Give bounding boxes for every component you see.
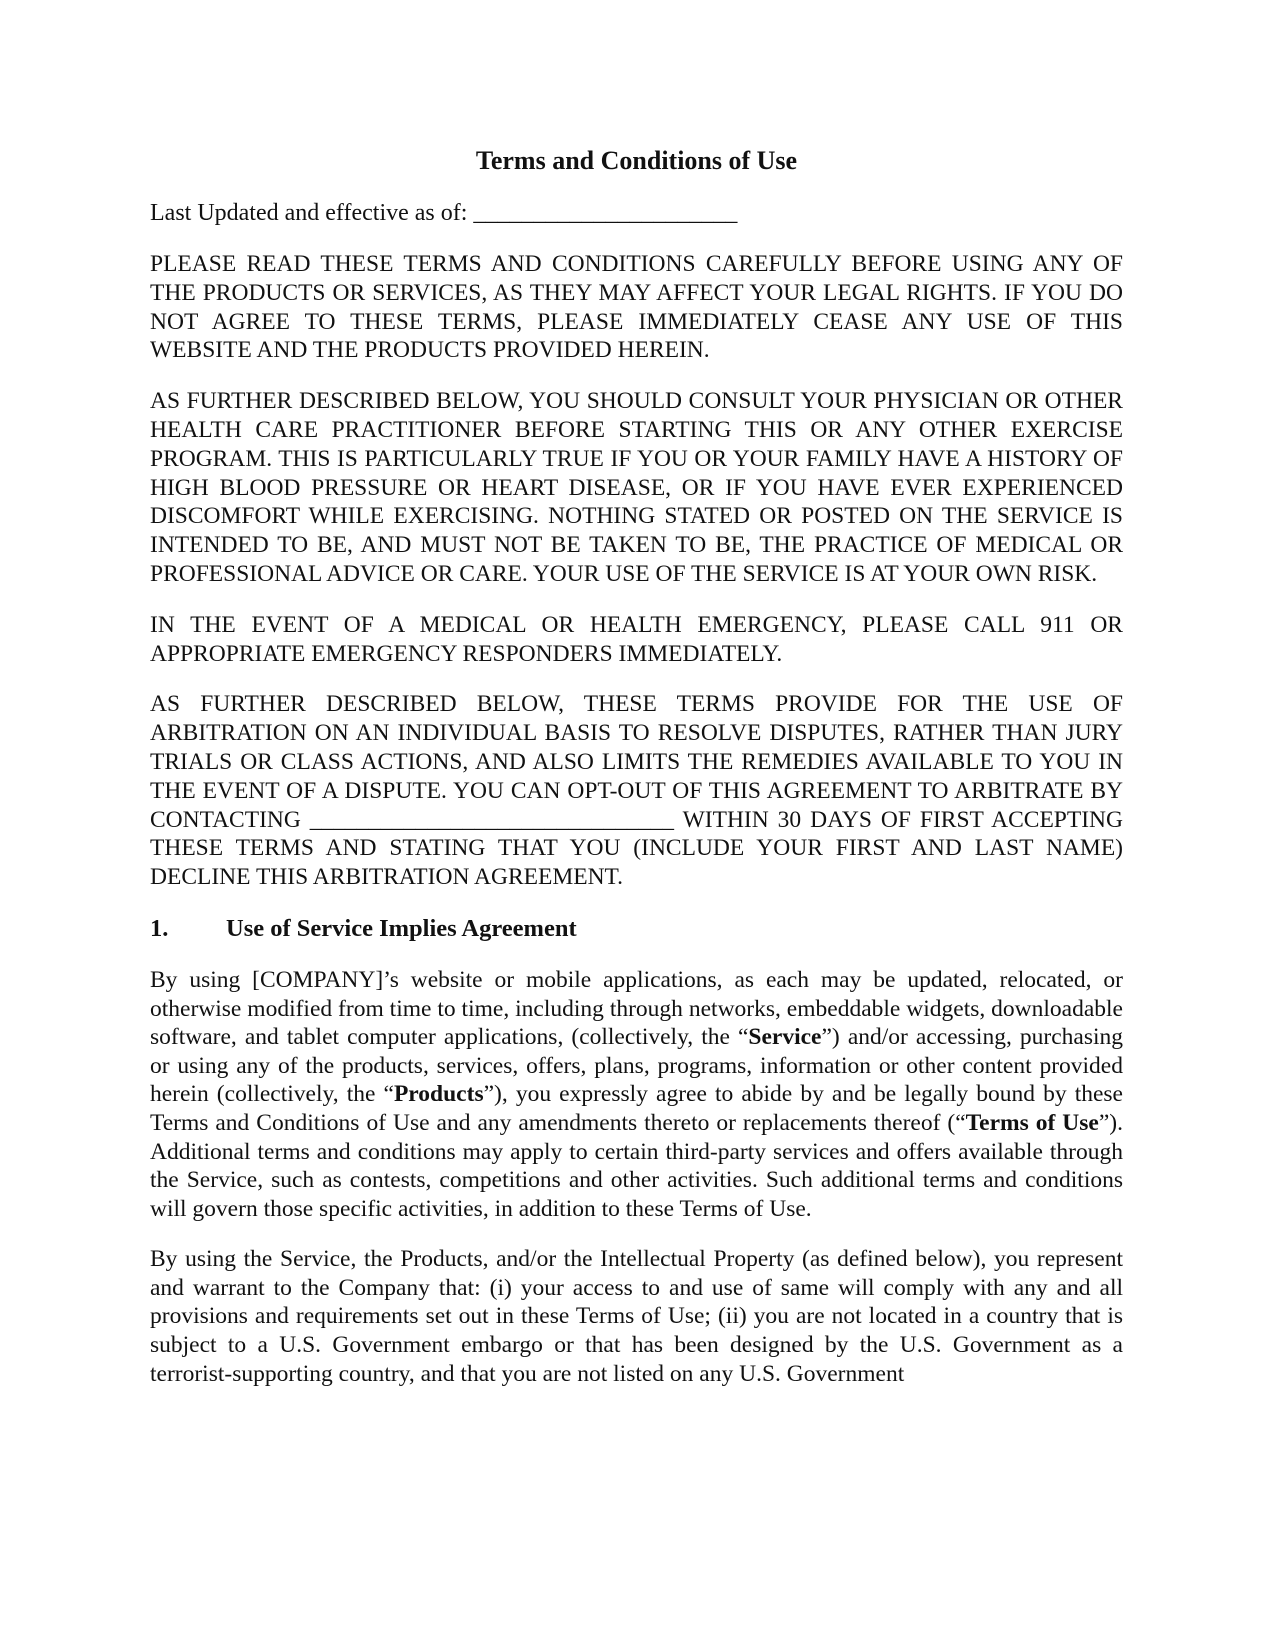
last-updated-line: Last Updated and effective as of: ______________________ <box>150 200 738 226</box>
defined-term-products: Products <box>393 1081 484 1108</box>
section-1-paragraph-1 <box>150 966 1123 1223</box>
text-run: ”), you expressly agree to abide by and be legally bound by these Terms and Conditions of Use and any amendments thereto or replacements thereof (“ <box>150 1081 1123 1136</box>
document-page <box>150 145 1123 1410</box>
section-1-paragraph-2: By using the Service, the Products, and/or the Intellectual Property (as defined below), you represent and warrant to the Company that: (i) your access to and use of same will comply with any and all provisions and requirements set out in these Terms of Use; (ii) you are not located in a country that is subject to a U.S. Government embargo or that has been designed by the U.S. Government as a terrorist-supporting country, and that you are not listed on any U.S. Government <box>150 1246 1123 1387</box>
section-1-title: Use of Service Implies Agreement <box>226 914 577 942</box>
intro-paragraph-3: IN THE EVENT OF A MEDICAL OR HEALTH EMERGENCY, PLEASE CALL 911 OR APPROPRIATE EMERGENCY RESPONDERS IMMEDIATELY. <box>150 611 1123 667</box>
section-1-number: 1. <box>150 914 169 942</box>
text-run: By using [COMPANY]’s website or mobile applications, as each may be updated, relocated, or otherwise modified from time to time, including through networks, embeddable widgets, downloadable software, and tablet computer applications, (collectively, the “ <box>150 966 1123 1051</box>
text-run: ”) and/or accessing, purchasing or using any of the products, services, offers, plans, programs, information or other content provided herein (collectively, the “ <box>150 1024 1123 1108</box>
defined-term-terms-of-use: Terms of Use <box>965 1109 1099 1136</box>
section-1-heading <box>150 914 1123 944</box>
defined-term-service: Service <box>748 1024 822 1051</box>
intro-paragraph-2: AS FURTHER DESCRIBED BELOW, YOU SHOULD CONSULT YOUR PHYSICIAN OR OTHER HEALTH CARE PRACTITIONER BEFORE STARTING THIS OR ANY OTHER EXERCISE PROGRAM. THIS IS PARTICULARLY TRUE IF YOU OR YOUR FAMILY HAVE A HISTORY OF HIGH BLOOD PRESSURE OR HEART DISEASE, OR IF YOU HAVE EVER EXPERIENCED DISCOMFORT WHILE EXERCISING. NOTHING STATED OR POSTED ON THE SERVICE IS INTENDED TO BE, AND MUST NOT BE TAKEN TO BE, THE PRACTICE OF MEDICAL OR PROFESSIONAL ADVICE OR CARE. YOUR USE OF THE SERVICE IS AT YOUR OWN RISK. <box>150 388 1123 587</box>
document-title: Terms and Conditions of Use <box>475 146 798 175</box>
intro-paragraph-1: PLEASE READ THESE TERMS AND CONDITIONS CAREFULLY BEFORE USING ANY OF THE PRODUCTS OR SERVICES, AS THEY MAY AFFECT YOUR LEGAL RIGHTS. IF YOU DO NOT AGREE TO THESE TERMS, PLEASE IMMEDIATELY CEASE ANY USE OF THIS WEBSITE AND THE PRODUCTS PROVIDED HEREIN. <box>150 251 1123 364</box>
intro-paragraph-4: AS FURTHER DESCRIBED BELOW, THESE TERMS PROVIDE FOR THE USE OF ARBITRATION ON AN INDIVIDUAL BASIS TO RESOLVE DISPUTES, RATHER THAN JURY TRIALS OR CLASS ACTIONS, AND ALSO LIMITS THE REMEDIES AVAILABLE TO YOU IN THE EVENT OF A DISPUTE. YOU CAN OPT-OUT OF THIS AGREEMENT TO ARBITRATE BY CONTACTING _______________________________ WITHIN 30 DAYS OF FIRST ACCEPTING THESE TERMS AND STATING THAT YOU (INCLUDE YOUR FIRST AND LAST NAME) DECLINE THIS ARBITRATION AGREEMENT. <box>150 691 1123 891</box>
text-run: ”). Additional terms and conditions may apply to certain third-party services and offers available through the Service, such as contests, competitions and other activities. Such additional terms and conditions will govern those specific activities, in addition to these Terms of Use. <box>150 1109 1123 1222</box>
